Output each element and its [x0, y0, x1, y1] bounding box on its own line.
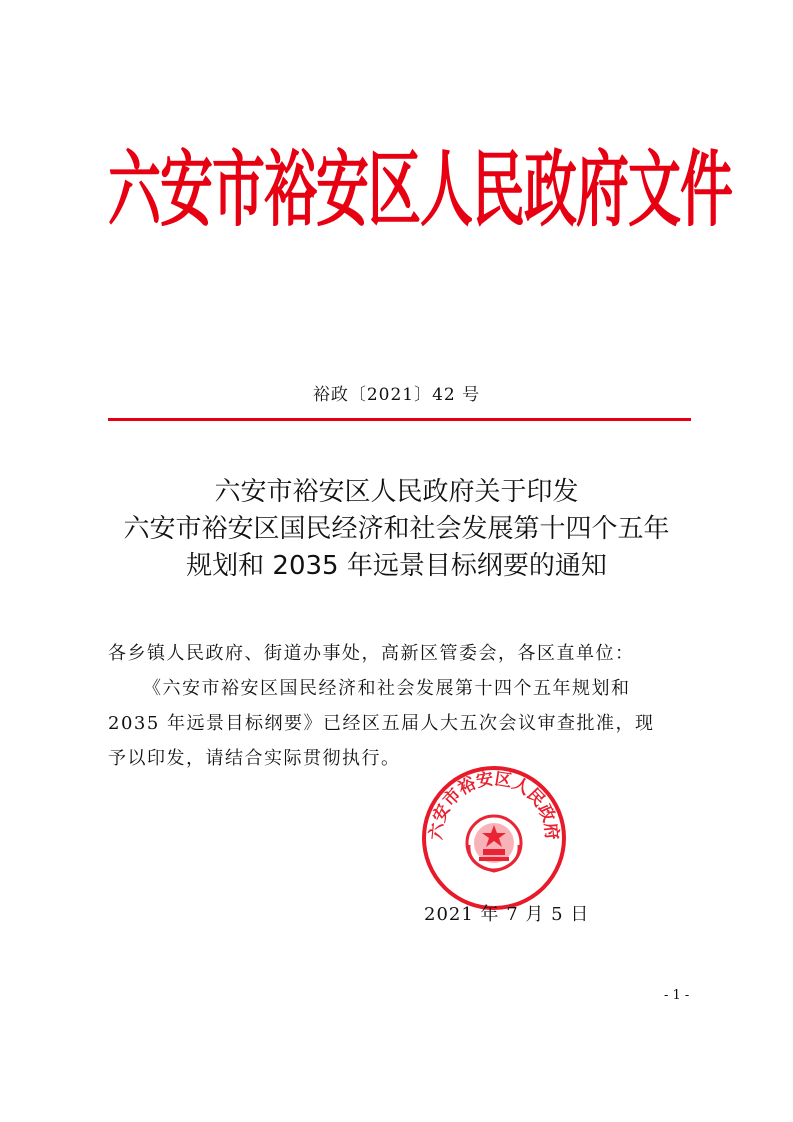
national-emblem-icon	[467, 816, 521, 871]
page-number: - 1 -	[664, 988, 690, 1003]
document-masthead: 六安市裕安区人民政府文件	[108, 142, 732, 239]
title-line-3: 规划和 2035 年远景目标纲要的通知	[186, 551, 607, 581]
body-line-2: 2035 年远景目标纲要》已经区五届人大五次会议审查批准，现	[108, 713, 655, 734]
body-line-1: 《六安市裕安区国民经济和社会发展第十四个五年规划和	[143, 678, 631, 699]
title-line-2: 六安市裕安区国民经济和社会发展第十四个五年	[123, 514, 670, 544]
signing-date: 2021 年 7 月 5 日	[424, 904, 590, 925]
document-title	[60, 474, 733, 585]
document-number: 裕政〔2021〕42 号	[312, 385, 481, 405]
salutation: 各乡镇人民政府、街道办事处，高新区管委会，各区直单位：	[108, 643, 635, 664]
official-seal-stamp	[421, 765, 567, 911]
seal-text: 六安市裕安区人民政府	[426, 769, 562, 841]
body-line-3: 予以印发，请结合实际贯彻执行。	[108, 748, 401, 769]
title-line-1: 六安市裕安区人民政府关于印发	[214, 477, 579, 507]
red-divider-line	[108, 418, 691, 421]
